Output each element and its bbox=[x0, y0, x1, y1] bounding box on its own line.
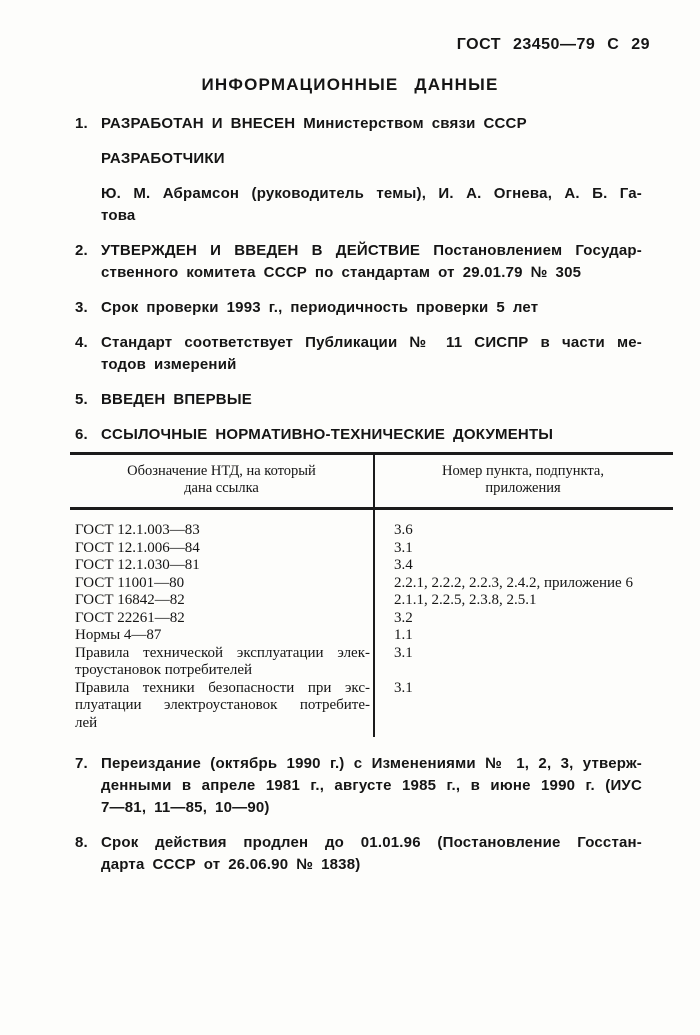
numbered-items-bottom bbox=[75, 753, 642, 889]
paragraph bbox=[101, 832, 642, 876]
page-title: ИНФОРМАЦИОННЫЕ ДАННЫЕ bbox=[201, 75, 499, 94]
table-row bbox=[70, 557, 673, 575]
ref-cell bbox=[70, 522, 373, 540]
paragraph bbox=[101, 332, 642, 376]
ref-cell bbox=[70, 557, 373, 575]
item-number: 2. bbox=[75, 242, 88, 259]
table-row bbox=[70, 522, 673, 540]
table-column-divider bbox=[373, 455, 375, 737]
item-number: 5. bbox=[75, 391, 88, 408]
item-body bbox=[101, 389, 642, 411]
table-header-line: Номер пункта, подпункта, bbox=[442, 463, 604, 479]
text-line: Срок действия продлен до 01.01.96 (Постановление Госстан- bbox=[101, 834, 642, 851]
item-body bbox=[101, 113, 642, 227]
table-header-col1 bbox=[70, 463, 373, 497]
text-line: тодов измерений bbox=[101, 356, 237, 373]
paragraph bbox=[101, 183, 642, 227]
item-body bbox=[101, 332, 642, 376]
text-line: ГОСТ 22261—82 bbox=[75, 609, 185, 626]
text-line: денными в апреле 1981 г., августе 1985 г., в июне 1990 г. (ИУС bbox=[101, 777, 642, 794]
ref-cell bbox=[70, 610, 373, 628]
num-cell: 3.1 bbox=[394, 679, 413, 696]
table-row bbox=[70, 627, 673, 645]
item-number: 6. bbox=[75, 426, 88, 443]
text-line: ГОСТ 12.1.030—81 bbox=[75, 557, 200, 573]
table-row bbox=[70, 645, 673, 680]
table-row bbox=[70, 575, 673, 593]
item-body bbox=[101, 753, 642, 819]
text-line: това bbox=[101, 207, 136, 224]
ref-cell bbox=[70, 627, 373, 645]
paragraph bbox=[101, 389, 642, 411]
table-header-line: дана ссылка bbox=[184, 480, 259, 496]
ref-cell bbox=[70, 680, 373, 733]
text-line: ственного комитета СССР по стандартам от 29.01.79 № 305 bbox=[101, 264, 582, 281]
ref-cell bbox=[70, 540, 373, 558]
text-line: лей bbox=[75, 714, 98, 731]
text-line: Срок проверки 1993 г., периодичность проверки 5 лет bbox=[101, 299, 539, 316]
text-line: Ю. М. Абрамсон (руководитель темы), И. А. Огнева, А. Б. Га- bbox=[101, 185, 642, 202]
table-header-line: Обозначение НТД, на который bbox=[127, 463, 316, 479]
text-line: дарта СССР от 26.06.90 № 1838) bbox=[101, 856, 361, 873]
ref-cell bbox=[70, 575, 373, 593]
table-body bbox=[70, 510, 673, 739]
text-line: Правила техники безопасности при экс- bbox=[75, 679, 370, 696]
list-item bbox=[75, 240, 642, 284]
text-line: Правила технической эксплуатации элек- bbox=[75, 644, 370, 661]
num-cell: 2.2.1, 2.2.2, 2.2.3, 2.4.2, приложение 6 bbox=[394, 574, 633, 591]
text-line: Стандарт соответствует Публикации № 11 СИСПР в части ме- bbox=[101, 334, 642, 351]
item-body bbox=[101, 424, 642, 446]
numbered-items-top bbox=[75, 113, 642, 459]
text-line: ССЫЛОЧНЫЕ НОРМАТИВНО-ТЕХНИЧЕСКИЕ ДОКУМЕНТЫ bbox=[101, 426, 554, 443]
table-row bbox=[70, 592, 673, 610]
paragraph bbox=[101, 753, 642, 819]
table-header-line: приложения bbox=[485, 480, 561, 496]
num-cell: 3.1 bbox=[394, 644, 413, 661]
text-line: плуатации электроустановок потребите- bbox=[75, 697, 370, 713]
table-row bbox=[70, 680, 673, 733]
item-body bbox=[101, 240, 642, 284]
text-line: ГОСТ 11001—80 bbox=[75, 574, 185, 591]
num-cell: 1.1 bbox=[394, 627, 413, 643]
item-number: 4. bbox=[75, 334, 88, 351]
ref-cell bbox=[70, 592, 373, 610]
list-item bbox=[75, 753, 642, 819]
ref-cell bbox=[70, 645, 373, 680]
list-item bbox=[75, 424, 642, 446]
item-number: 3. bbox=[75, 299, 88, 316]
num-cell: 3.2 bbox=[394, 609, 413, 626]
table-row bbox=[70, 610, 673, 628]
text-line: Нормы 4—87 bbox=[75, 627, 162, 643]
text-line: ГОСТ 12.1.003—83 bbox=[75, 522, 200, 538]
list-item bbox=[75, 113, 642, 227]
paragraph bbox=[101, 297, 642, 319]
paragraph bbox=[101, 424, 642, 446]
item-number: 8. bbox=[75, 834, 88, 851]
table-row bbox=[70, 540, 673, 558]
page-header: ГОСТ 23450—79 С 29 bbox=[456, 36, 650, 53]
item-number: 7. bbox=[75, 755, 88, 772]
references-table bbox=[70, 452, 673, 739]
text-line: РАЗРАБОТЧИКИ bbox=[101, 150, 225, 167]
num-cell: 3.4 bbox=[394, 557, 413, 573]
paragraph bbox=[101, 240, 642, 284]
text-line: 7—81, 11—85, 10—90) bbox=[101, 799, 270, 816]
table-header-row bbox=[70, 455, 673, 510]
paragraph bbox=[101, 113, 642, 135]
list-item bbox=[75, 389, 642, 411]
list-item bbox=[75, 297, 642, 319]
num-cell: 2.1.1, 2.2.5, 2.3.8, 2.5.1 bbox=[394, 592, 537, 608]
text-line: Переиздание (октябрь 1990 г.) с Изменениями № 1, 2, 3, утверж- bbox=[101, 755, 642, 772]
item-body bbox=[101, 297, 642, 319]
text-line: ГОСТ 16842—82 bbox=[75, 592, 185, 608]
text-line: троустановок потребителей bbox=[75, 662, 253, 678]
text-line: ГОСТ 12.1.006—84 bbox=[75, 539, 200, 556]
list-item bbox=[75, 832, 642, 876]
list-item bbox=[75, 332, 642, 376]
item-number: 1. bbox=[75, 115, 88, 132]
num-cell: 3.1 bbox=[394, 539, 413, 556]
text-line: ВВЕДЕН ВПЕРВЫЕ bbox=[101, 391, 252, 408]
text-line: УТВЕРЖДЕН И ВВЕДЕН В ДЕЙСТВИЕ Постановлением Государ- bbox=[101, 242, 642, 259]
table-header-col2 bbox=[373, 463, 673, 497]
item-body bbox=[101, 832, 642, 876]
paragraph bbox=[101, 148, 642, 170]
num-cell: 3.6 bbox=[394, 522, 413, 538]
text-line: РАЗРАБОТАН И ВНЕСЕН Министерством связи СССР bbox=[101, 115, 527, 132]
